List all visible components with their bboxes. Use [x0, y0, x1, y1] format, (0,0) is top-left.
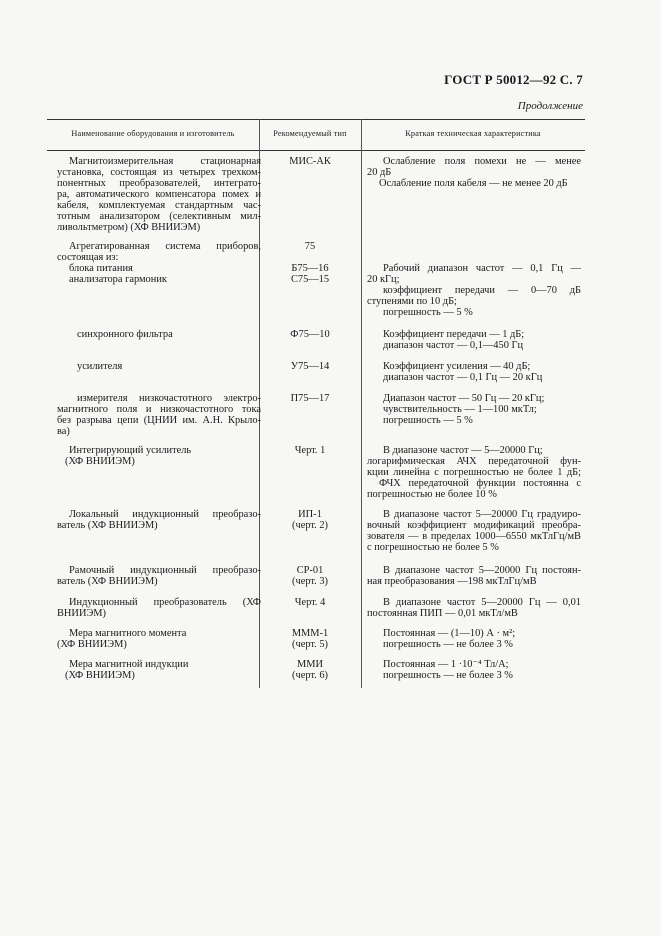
text-line: синхронного фильтра [77, 329, 173, 340]
col-header-type: Рекомендуемый тип [273, 129, 347, 138]
equipment-type [261, 445, 359, 456]
text-line: С75—15 [290, 274, 330, 285]
text-line: У75—14 [290, 361, 330, 372]
text-line: (ХФ ВНИИЭМ) [65, 456, 135, 467]
text-line: без разрыва цепи (ЦНИИ им. А.Н. Крыло- [57, 415, 261, 426]
equipment-type [261, 329, 359, 340]
text-line: установка, состоящая из четырех трехком- [57, 167, 261, 178]
text-line: понентных преобразователей, интеграто- [57, 178, 261, 189]
text-line: кабеля, комплектуемая стандартным час- [57, 200, 261, 211]
text-line: В диапазоне частот 5—20000 Гц постоян- [383, 565, 581, 576]
text-line: Ослабление поля помехи не — менее [383, 156, 581, 167]
text-line: постоянная ПИП — 0,01 мкТл/мВ [367, 608, 518, 619]
text-line: Коэффициент передачи — 1 дБ; [383, 329, 525, 340]
equipment-type [261, 509, 359, 531]
equipment-type [261, 659, 359, 681]
equipment-spec [367, 628, 581, 650]
text-line: Локальный индукционный преобразо- [69, 509, 261, 520]
text-line: Постоянная — (1—10) А · м²; [383, 628, 516, 639]
text-line: погрешностью не более 10 % [367, 489, 497, 500]
text-line: ватель (ХФ ВНИИЭМ) [57, 520, 158, 531]
text-line: Черт. 1 [294, 445, 326, 456]
equipment-spec [367, 597, 581, 619]
equipment-type [261, 597, 359, 608]
text-line: МИС-АК [289, 156, 331, 167]
equipment-spec [367, 393, 581, 426]
equipment-type [261, 156, 359, 167]
text-line: кции линейна с погрешностью не более 1 дБ; [367, 467, 581, 478]
equipment-type [261, 393, 359, 404]
text-line: Агрегатированная система приборов, [69, 241, 261, 252]
text-line: Черт. 4 [294, 597, 326, 608]
text-line: усилителя [77, 361, 123, 372]
text-line: Диапазон частот — 50 Гц — 20 кГц; [383, 393, 545, 404]
text-line: 75 [304, 241, 316, 252]
equipment-name [57, 445, 261, 467]
col-header-name: Наименование оборудования и изготовитель [71, 129, 235, 138]
text-line: тотным анализатором (селективным мил- [57, 211, 261, 222]
text-line: анализатора гармоник [69, 274, 167, 285]
equipment-name [57, 241, 261, 285]
col-divider [361, 150, 362, 688]
text-line: погрешность — не более 3 % [383, 639, 513, 650]
text-line: Рамочный индукционный преобразо- [69, 565, 261, 576]
text-line: чувствительность — 1—100 мкТл; [383, 404, 537, 415]
continuation-label: Продолжение [517, 100, 583, 112]
text-line: ва) [57, 426, 70, 437]
equipment-name [57, 393, 261, 437]
text-line: (черт. 6) [292, 670, 328, 681]
text-line: с погрешностью не более 5 % [367, 542, 499, 553]
equipment-type [261, 565, 359, 587]
col-header-spec: Краткая техническая характеристика [405, 129, 541, 138]
text-line: МММ-1 [291, 628, 329, 639]
equipment-name [57, 509, 261, 531]
text-line: Индукционный преобразователь (ХФ [69, 597, 261, 608]
text-line: Рабочий диапазон частот — 0,1 Гц — [383, 263, 581, 274]
text-line: 20 кГц; [367, 274, 400, 285]
equipment-spec [367, 659, 581, 681]
text-line: (ХФ ВНИИЭМ) [57, 639, 127, 650]
text-line: Постоянная — 1 ·10⁻⁴ Тл/А; [383, 659, 509, 670]
text-line: (ХФ ВНИИЭМ) [65, 670, 135, 681]
table-top-rule [47, 119, 585, 120]
text-line: ИП-1 [298, 509, 322, 520]
page-header: ГОСТ Р 50012—92 С. 7 [444, 72, 583, 87]
text-line: блока питания [69, 263, 133, 274]
text-line: Интегрирующий усилитель [69, 445, 192, 456]
equipment-name [57, 361, 261, 372]
equipment-name [57, 329, 261, 340]
equipment-name [57, 628, 261, 650]
text-line: логарифмическая АЧХ передаточной фун- [367, 456, 581, 467]
text-line: Ослабление поля кабеля — не менее 20 дБ [379, 178, 568, 189]
equipment-spec [367, 263, 581, 318]
table-header-rule [47, 150, 585, 151]
equipment-spec [367, 445, 581, 500]
text-line: коэффициент передачи — 0—70 дБ [383, 285, 581, 296]
equipment-name [57, 659, 261, 681]
equipment-spec [367, 565, 581, 587]
equipment-spec [367, 329, 581, 351]
equipment-spec [367, 156, 581, 189]
text-line: (черт. 3) [292, 576, 328, 587]
equipment-spec [367, 509, 581, 553]
text-line: СР-01 [296, 565, 324, 576]
equipment-type [261, 361, 359, 372]
text-line: ная преобразования —198 мкТлГц/мВ [367, 576, 537, 587]
equipment-name [57, 597, 261, 619]
text-line: погрешность — 5 % [383, 307, 473, 318]
text-line: погрешность — 5 % [383, 415, 473, 426]
text-line: диапазон частот — 0,1—450 Гц [383, 340, 524, 351]
text-line: Б75—16 [291, 263, 329, 274]
text-line: ливольтметром) (ХФ ВНИИЭМ) [57, 222, 201, 233]
equipment-name [57, 565, 261, 587]
text-line: вочный коэффициент модификаций преобра- [367, 520, 581, 531]
text-line [261, 252, 359, 263]
text-line: П75—17 [290, 393, 330, 404]
text-line: зователя — в пределах 1000—6550 мкТлГц/мВ [367, 531, 581, 542]
text-line: ФЧХ передаточной функции постоянна с [379, 478, 581, 489]
text-line: Мера магнитного момента [69, 628, 187, 639]
text-line: Ф75—10 [290, 329, 330, 340]
text-line: В диапазоне частот 5—20000 Гц градуиро- [383, 509, 581, 520]
text-line: В диапазоне частот 5—20000 Гц — 0,01 [383, 597, 581, 608]
text-line: диапазон частот — 0,1 Гц — 20 кГц [383, 372, 543, 383]
text-line: (черт. 2) [292, 520, 328, 531]
equipment-spec [367, 361, 581, 383]
text-line: ватель (ХФ ВНИИЭМ) [57, 576, 158, 587]
text-line: Коэффициент усиления — 40 дБ; [383, 361, 531, 372]
text-line: Магнитоизмерительная стационарная [69, 156, 261, 167]
text-line: ВНИИЭМ) [57, 608, 107, 619]
text-line: Мера магнитной индукции [69, 659, 189, 670]
text-line: В диапазоне частот — 5—20000 Гц; [383, 445, 543, 456]
equipment-type [261, 628, 359, 650]
equipment-type [261, 241, 359, 285]
text-line: ММИ [297, 659, 323, 670]
text-line: состоящая из: [57, 252, 119, 263]
text-line: магнитного поля и низкочастотного тока [57, 404, 261, 415]
equipment-name [57, 156, 261, 233]
text-line: ра, автоматического компенсатора помех и [57, 189, 261, 200]
text-line: измерителя низкочастотного электро- [77, 393, 261, 404]
text-line: (черт. 5) [292, 639, 328, 650]
text-line: погрешность — не более 3 % [383, 670, 513, 681]
text-line: ступенями по 10 дБ; [367, 296, 457, 307]
text-line: 20 дБ [367, 167, 392, 178]
